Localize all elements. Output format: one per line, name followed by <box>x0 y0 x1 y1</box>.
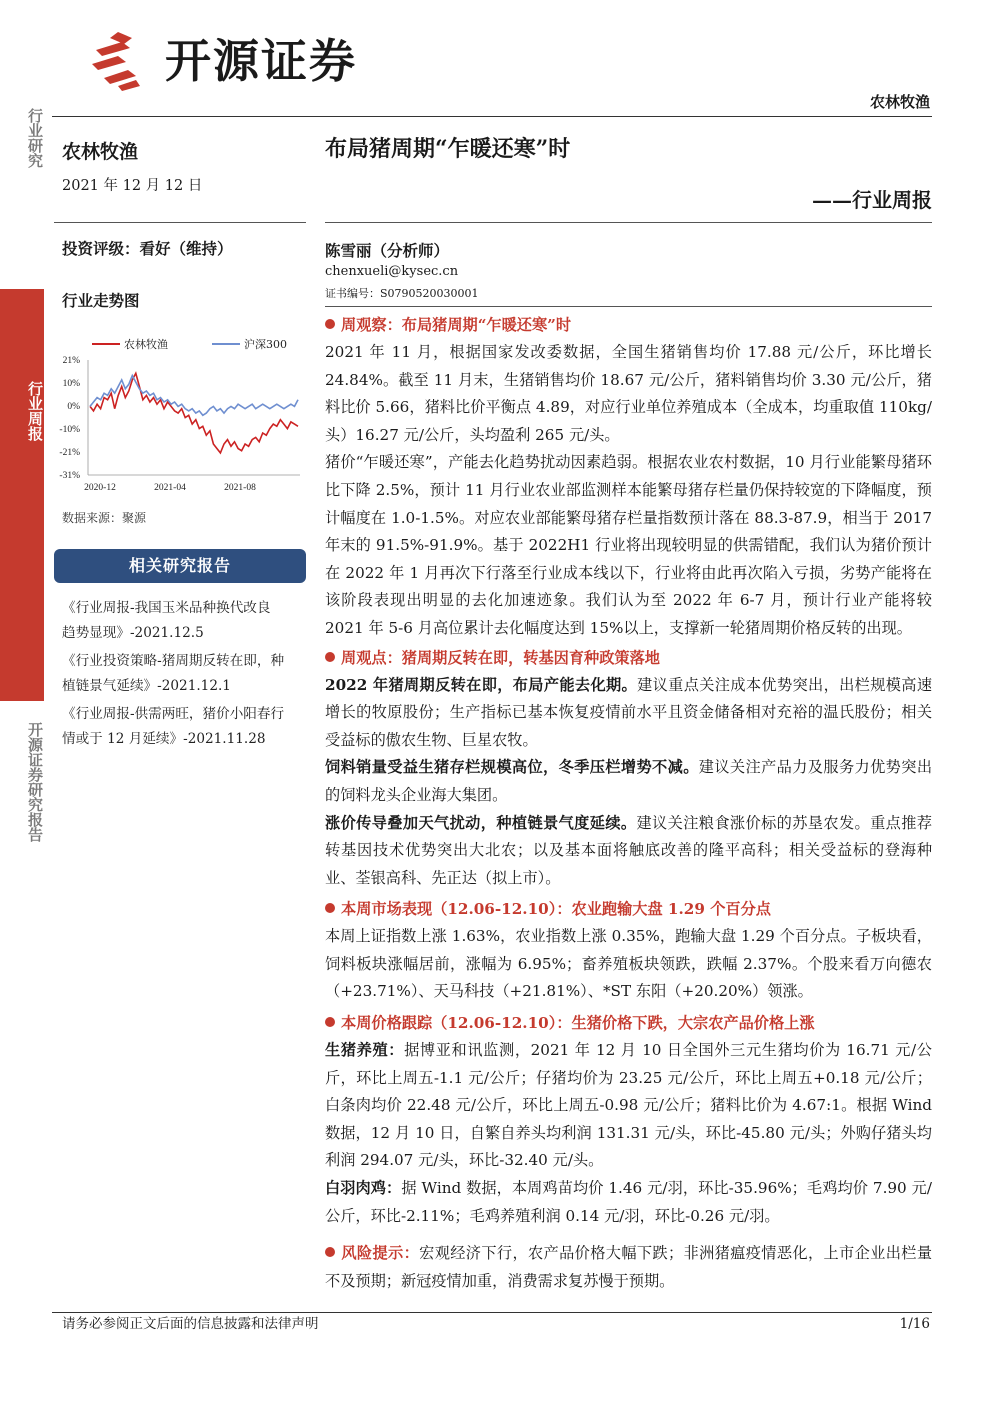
y-tick-label: 0% <box>67 402 80 412</box>
x-tick-label: 2021-08 <box>224 483 256 493</box>
risk-paragraph <box>325 1240 932 1295</box>
bullet-dot-icon <box>325 1247 335 1257</box>
series-line-hs300 <box>90 376 298 416</box>
side-top-block <box>0 96 44 289</box>
paragraph-lead: 饲料销量受益生猪存栏规模高位，冬季压栏增势不减。 <box>325 758 699 777</box>
legend-label: 沪深300 <box>244 338 287 351</box>
paragraph: 猪价“乍暖还寒”，产能去化趋势扰动因素趋弱。根据农业农村数据，10 月行业能繁母猪环比下降 2.5%，预计 11 月行业农业部监测样本能繁母猪存栏量仍保持较宽的下降幅度，预计幅度在 1.0-1.5%。对应农业部能繁母猪存栏量指数预计落在 88.3-87.9，相当于 2017 年末的 91.5%-91.9%。基于 2022H1 行业将出现较明显的供需错配，我们认为猪价预计在 2022 年 1 月再次下行落至行业成本线以下，行业将由此再次陷入亏损，劣势产能将在该阶段表现出明显的去化加速迹象。我们认为至 2022 年 6-7 月，预计行业产能将较 2021 年 5-6 月高位累计去化幅度达到 15%以上，支撑新一轮猪周期价格反转的出现。 <box>325 453 932 637</box>
paragraph-text: 建议关注粮食涨价标的苏垦农发。重点推荐转基因技术优势突出大北农；以及基本面将触底改善的隆平高科；相关受益标的登海种业、荃银高科、先正达（拟上市）。 <box>325 813 933 887</box>
y-tick-label: 21% <box>62 356 80 366</box>
logo <box>88 30 148 92</box>
paragraph <box>325 810 932 893</box>
x-tick-label: 2021-04 <box>154 483 186 493</box>
paragraph-text: 建议关注产品力及服务力优势突出的饲料龙头企业海大集团。 <box>325 758 933 804</box>
side-label-top: 行业研究 <box>26 108 44 168</box>
risk-text: 宏观经济下行，农产品价格大幅下跌；非洲猪瘟疫情恶化，上市企业出栏量不及预期；新冠疫情加重，消费需求复苏慢于预期。 <box>325 1244 933 1290</box>
paragraph-lead: 生猪养殖： <box>325 1041 405 1060</box>
bullet-dot-icon <box>325 319 335 329</box>
related-report-line: 《行业周报-供需两旺，猪价小阳春行 <box>62 706 285 722</box>
right-rule-1 <box>325 222 932 223</box>
y-tick-label: -31% <box>59 471 80 481</box>
logo-mark-icon <box>88 30 148 92</box>
paragraph: 本周上证指数上涨 1.63%，农业指数上涨 0.35%，跑输大盘 1.29 个百分点。子板块看，饲料板块涨幅居前，涨幅为 6.95%；畜养殖板块领跌，跌幅 2.37%。个股来看万向德农（+23.71%）、天马科技（+21.81%）、*ST 东阳（+20.20%）领涨。 <box>325 927 932 1001</box>
side-label-middle: 行业周报 <box>26 381 44 441</box>
paragraph <box>325 672 932 755</box>
side-bottom-block <box>0 722 44 842</box>
x-tick-label: 2020-12 <box>84 483 116 493</box>
related-report-line: 《行业周报-我国玉米品种换代改良 <box>62 600 271 616</box>
paragraph-text: 据博亚和讯监测，2021 年 12 月 10 日全国外三元生猪均价为 16.71 元/公斤，环比上周五-1.1 元/公斤；仔猪均价为 23.25 元/公斤，环比上周五+0.18 元/公斤；白条肉均价 22.48 元/公斤，环比上周五-0.98 元/公斤；猪料比价为 4.67:1。根据 Wind 数据，12 月 10 日，自繁自养头均利润 131.31 元/头，环比-45.80 元/头；外购仔猪头均利润 294.07 元/头，环比-32.40 元/头。 <box>325 1041 932 1170</box>
legend-label: 农林牧渔 <box>124 338 168 351</box>
related-reports-badge: 相关研究报告 <box>54 549 306 583</box>
investment-rating: 投资评级：看好（维持） <box>62 239 233 258</box>
related-report-item[interactable] <box>62 702 308 752</box>
header-rule <box>52 116 932 117</box>
section-heading <box>325 645 932 672</box>
paragraph-lead: 2022 年猪周期反转在即，布局产能去化期。 <box>325 675 638 694</box>
main-body <box>325 312 932 1295</box>
analyst-name: 陈雪丽（分析师） <box>325 241 450 260</box>
paragraph-lead: 涨价传导叠加天气扰动，种植链景气度延续。 <box>325 813 637 832</box>
y-tick-label: -10% <box>59 425 80 435</box>
section-heading <box>325 1010 932 1037</box>
bullet-dot-icon <box>325 1017 335 1027</box>
related-report-line: 情或于 12 月延续》-2021.11.28 <box>62 731 266 747</box>
paragraph-lead: 白羽肉鸡： <box>325 1179 402 1198</box>
side-red-block <box>0 289 44 701</box>
y-tick-label: 10% <box>62 379 80 389</box>
brand-name: 开源证券 <box>165 34 357 88</box>
section-heading-text: 本周市场表现（12.06-12.10）：农业跑输大盘 1.29 个百分点 <box>341 900 771 919</box>
chart-source: 数据来源：聚源 <box>62 511 147 525</box>
section-heading-text: 周观察：布局猪周期“乍暖还寒”时 <box>341 316 572 334</box>
section-heading <box>325 312 932 339</box>
report-title: 布局猪周期“乍暖还寒”时 <box>325 136 571 162</box>
paragraph-text: 建议重点关注成本优势突出，出栏规模高速增长的牧原股份；生产指标已基本恢复疫情前水平且资金储备相对充裕的温氏股份；相关受益标的傲农生物、巨星农牧。 <box>325 675 933 749</box>
analyst-email[interactable]: chenxueli@kysec.cn <box>325 264 459 279</box>
footer-rule <box>52 1312 932 1313</box>
side-label-bottom: 开源证券研究报告 <box>26 722 44 842</box>
trend-chart-title: 行业走势图 <box>62 291 140 310</box>
related-report-item[interactable] <box>62 649 308 699</box>
bullet-dot-icon <box>325 652 335 662</box>
section-heading <box>325 896 932 923</box>
bullet-dot-icon <box>325 903 335 913</box>
related-report-line: 《行业投资策略-猪周期反转在即，种 <box>62 653 285 669</box>
page-number: 1/16 <box>899 1316 930 1332</box>
paragraph: 2021 年 11 月，根据国家发改委数据，全国生猪销售均价 17.88 元/公斤，环比增长 24.84%。截至 11 月末，生猪销售均价 18.67 元/公斤，猪料销售均价 3.30 元/公斤，猪料比价 5.66，猪料比价平衡点 4.89，对应行业单位养殖成本（全成本，均重取值 110kg/头）16.27 元/公斤，头均盈利 265 元/头。 <box>325 343 932 444</box>
industry-title: 农林牧渔 <box>62 141 139 163</box>
series-line-agri <box>90 373 298 453</box>
trend-chart-svg <box>52 330 307 500</box>
risk-heading: 风险提示： <box>341 1244 420 1263</box>
paragraph <box>325 1037 932 1175</box>
header-category: 农林牧渔 <box>869 93 930 111</box>
related-reports-list <box>62 596 308 752</box>
section-heading-text: 本周价格跟踪（12.06-12.10）：生猪价格下跌，大宗农产品价格上涨 <box>341 1014 815 1033</box>
paragraph <box>325 1175 932 1230</box>
trend-chart <box>52 330 307 500</box>
left-rule-1 <box>54 222 306 223</box>
y-tick-label: -21% <box>59 448 80 458</box>
paragraph <box>325 754 932 809</box>
related-report-item[interactable] <box>62 596 308 646</box>
related-report-line: 植链景气延续》-2021.12.1 <box>62 678 231 694</box>
report-subtitle: ——行业周报 <box>812 188 932 212</box>
footer-disclaimer[interactable]: 请务必参阅正文后面的信息披露和法律声明 <box>62 1316 319 1332</box>
right-rule-2 <box>325 306 932 307</box>
report-date: 2021 年 12 月 12 日 <box>62 178 203 194</box>
related-report-line: 趋势显现》-2021.12.5 <box>62 625 204 641</box>
paragraph-text: 据 Wind 数据，本周鸡苗均价 1.46 元/羽，环比-35.96%；毛鸡均价 7.90 元/公斤，环比-2.11%；毛鸡养殖利润 0.14 元/羽，环比-0.26 元/羽。 <box>325 1179 933 1225</box>
section-heading-text: 周观点：猪周期反转在即，转基因育种政策落地 <box>341 648 660 667</box>
analyst-cert: 证书编号：S0790520030001 <box>325 287 479 300</box>
